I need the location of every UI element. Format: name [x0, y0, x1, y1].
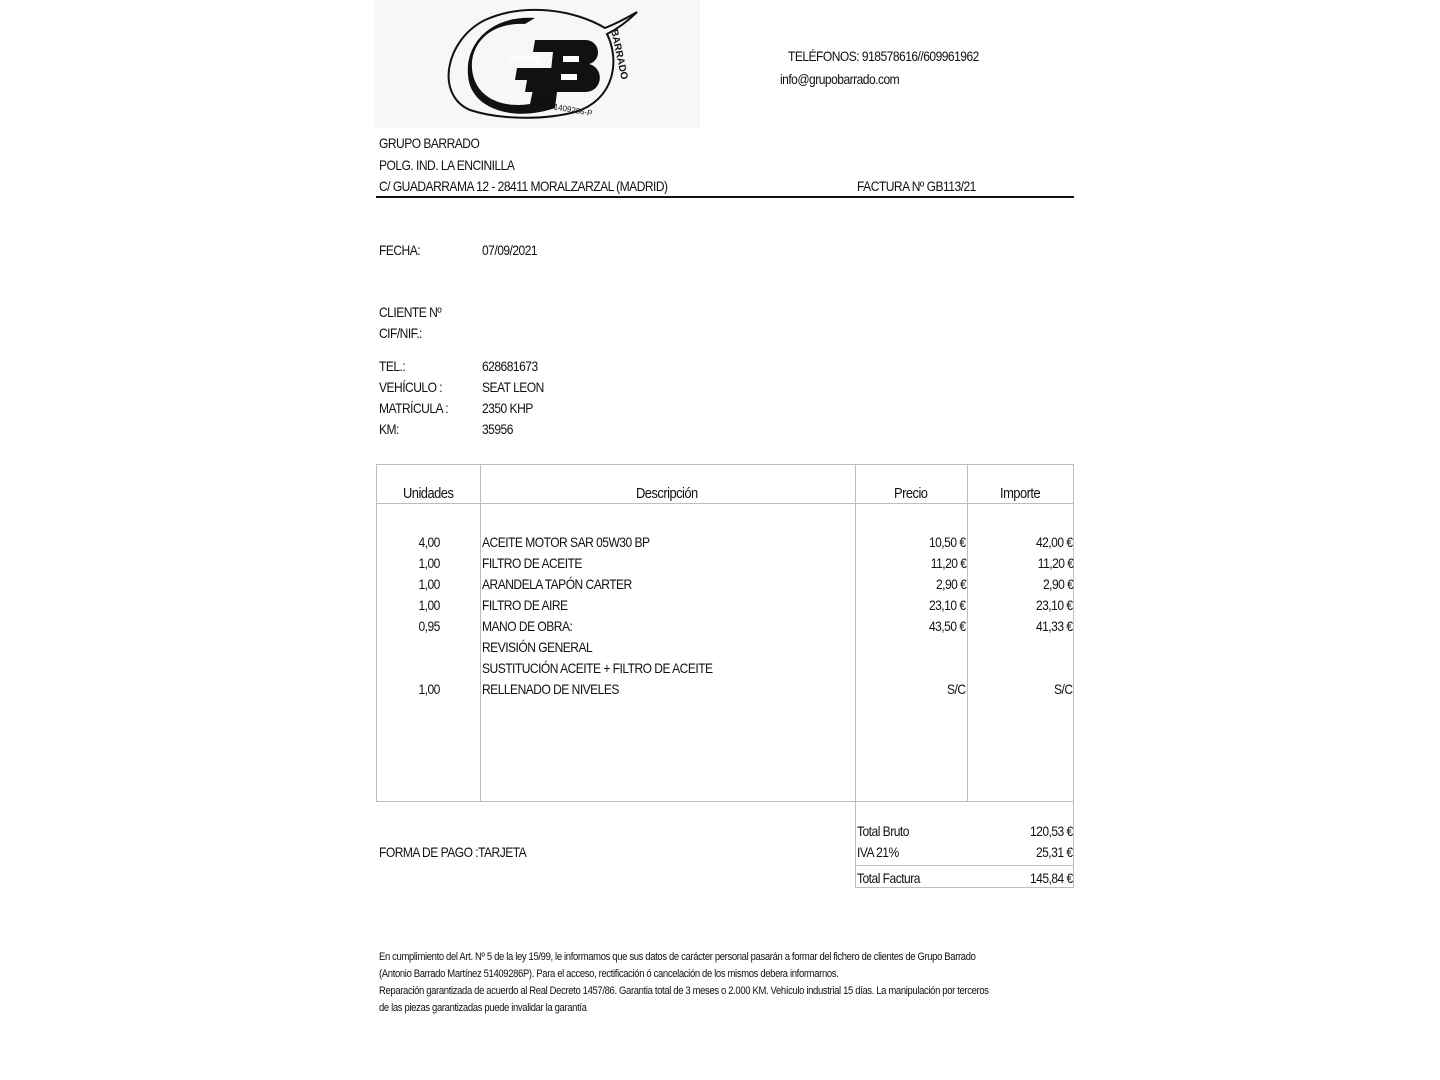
row-amount: S/C — [1054, 681, 1073, 697]
column-divider — [855, 465, 856, 801]
row-units: 0,95 — [418, 618, 440, 634]
total-bruto-value: 120,53 € — [1030, 823, 1073, 839]
footer-legal-line-3: Reparación garantizada de acuerdo al Real Decreto 1457/86. Garantia total de 3 meses o 2.000 KM. Vehículo industrial 15 días. La manipulación por terceros — [379, 985, 989, 997]
contact-email: info@grupobarrado.com — [780, 71, 900, 87]
row-price: 23,10 € — [929, 597, 966, 613]
row-amount: 2,90 € — [1042, 576, 1073, 592]
row-description: FILTRO DE ACEITE — [482, 555, 582, 571]
row-units: 1,00 — [418, 681, 440, 697]
items-table — [376, 464, 1074, 802]
header-divider — [376, 196, 1074, 198]
row-price: S/C — [947, 681, 966, 697]
row-amount: 42,00 € — [1036, 534, 1073, 550]
footer-legal-line-1: En cumplimiento del Art. Nº 5 de la ley 15/99, le informamos que sus datos de carácter personal pasarán a formar del fichero de clientes de Grupo Barrado — [379, 951, 976, 963]
footer-legal-line-4: de las piezas garantizadas puede invalidar la garantía — [379, 1002, 587, 1014]
row-units: 1,00 — [418, 576, 440, 592]
column-divider — [967, 465, 968, 801]
row-amount: 11,20 € — [1037, 555, 1073, 571]
row-units: 1,00 — [418, 597, 440, 613]
invoice-number: FACTURA Nº GB113/21 — [857, 178, 976, 194]
cif-label: CIF/NIF.: — [379, 325, 422, 341]
fecha-value: 07/09/2021 — [482, 242, 538, 258]
row-price: 2,90 € — [935, 576, 966, 592]
iva-label: IVA 21% — [857, 844, 899, 860]
header-amount: Importe — [1000, 485, 1041, 502]
row-amount: 41,33 € — [1036, 618, 1073, 634]
header-row-divider — [377, 503, 1073, 504]
matricula-label: MATRÍCULA : — [379, 400, 449, 416]
company-name: GRUPO BARRADO — [379, 135, 480, 151]
grupo-barrado-logo — [375, 0, 700, 128]
km-label: KM: — [379, 421, 399, 437]
vehiculo-label: VEHÍCULO : — [379, 379, 443, 395]
row-price: 10,50 € — [929, 534, 966, 550]
row-description: SUSTITUCIÓN ACEITE + FILTRO DE ACEITE — [482, 660, 713, 676]
row-units: 4,00 — [418, 534, 440, 550]
payment-method: FORMA DE PAGO :TARJETA — [379, 844, 527, 860]
header-description: Descripción — [636, 485, 698, 502]
company-address-1: POLG. IND. LA ENCINILLA — [379, 157, 515, 173]
tel-value: 628681673 — [482, 358, 538, 374]
row-description: REVISIÓN GENERAL — [482, 639, 593, 655]
fecha-label: FECHA: — [379, 242, 421, 258]
tel-label: TEL.: — [379, 358, 406, 374]
row-amount: 23,10 € — [1036, 597, 1073, 613]
cliente-label: CLIENTE Nº — [379, 304, 442, 320]
company-address-2: C/ GUADARRAMA 12 - 28411 MORALZARZAL (MADRID) — [379, 178, 668, 194]
footer-legal-line-2: (Antonio Barrado Martínez 51409286P). Para el acceso, rectificación ó cancelación de los mismos debera informarnos. — [379, 968, 839, 980]
matricula-value: 2350 KHP — [482, 400, 533, 416]
row-description: MANO DE OBRA: — [482, 618, 573, 634]
row-description: ARANDELA TAPÓN CARTER — [482, 576, 632, 592]
column-divider — [480, 465, 481, 801]
row-units: 1,00 — [418, 555, 440, 571]
vehiculo-value: SEAT LEON — [482, 379, 544, 395]
logo-grupo-text: GRUPO — [509, 54, 543, 64]
km-value: 35956 — [482, 421, 513, 437]
total-factura-label: Total Factura — [857, 870, 920, 886]
row-description: ACEITE MOTOR SAR 05W30 BP — [482, 534, 650, 550]
contact-phones: TELÉFONOS: 918578616//609961962 — [788, 48, 979, 64]
header-units: Unidades — [403, 485, 454, 502]
row-description: FILTRO DE AIRE — [482, 597, 568, 613]
total-bruto-label: Total Bruto — [857, 823, 909, 839]
company-logo — [375, 0, 700, 128]
logo-brand-text: BARRADO — [608, 28, 630, 81]
row-description: RELLENADO DE NIVELES — [482, 681, 619, 697]
total-factura-value: 145,84 € — [1030, 870, 1073, 886]
iva-value: 25,31 € — [1036, 844, 1073, 860]
row-price: 11,20 € — [930, 555, 966, 571]
row-price: 43,50 € — [929, 618, 966, 634]
totals-divider — [856, 865, 1073, 866]
logo-nif-text: NIF.51409286-P — [534, 99, 594, 119]
header-price: Precio — [894, 485, 928, 502]
